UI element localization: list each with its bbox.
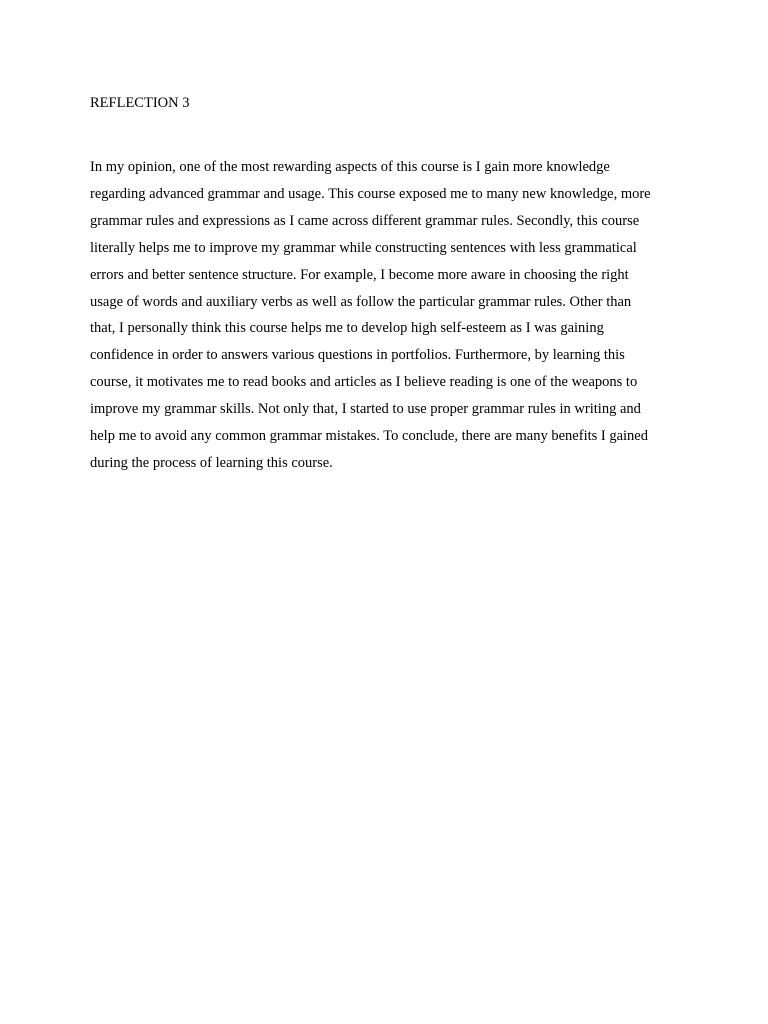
- paragraph-line: literally helps me to improve my grammar while constructing sentences with less grammatical: [90, 239, 637, 256]
- paragraph-line: usage of words and auxiliary verbs as well as follow the particular grammar rules. Other than: [90, 293, 632, 310]
- paragraph-line: during the process of learning this course.: [90, 454, 333, 471]
- reflection-paragraph: [90, 154, 690, 477]
- paragraph-line: regarding advanced grammar and usage. This course exposed me to many new knowledge, more: [90, 185, 651, 202]
- paragraph-line: confidence in order to answers various questions in portfolios. Furthermore, by learning this: [90, 347, 625, 364]
- paragraph-line: grammar rules and expressions as I came across different grammar rules. Secondly, this course: [90, 212, 640, 229]
- paragraph-line: improve my grammar skills. Not only that, I started to use proper grammar rules in writing and: [90, 401, 641, 418]
- document-title: REFLECTION 3: [90, 95, 190, 111]
- paragraph-line: that, I personally think this course helps me to develop high self-esteem as I was gaining: [90, 320, 604, 337]
- paragraph-line: help me to avoid any common grammar mistakes. To conclude, there are many benefits I gained: [90, 428, 648, 445]
- paragraph-line: errors and better sentence structure. For example, I become more aware in choosing the right: [90, 266, 629, 283]
- paragraph-line: course, it motivates me to read books and articles as I believe reading is one of the weapons to: [90, 374, 638, 391]
- paragraph-line: In my opinion, one of the most rewarding aspects of this course is I gain more knowledge: [90, 159, 610, 175]
